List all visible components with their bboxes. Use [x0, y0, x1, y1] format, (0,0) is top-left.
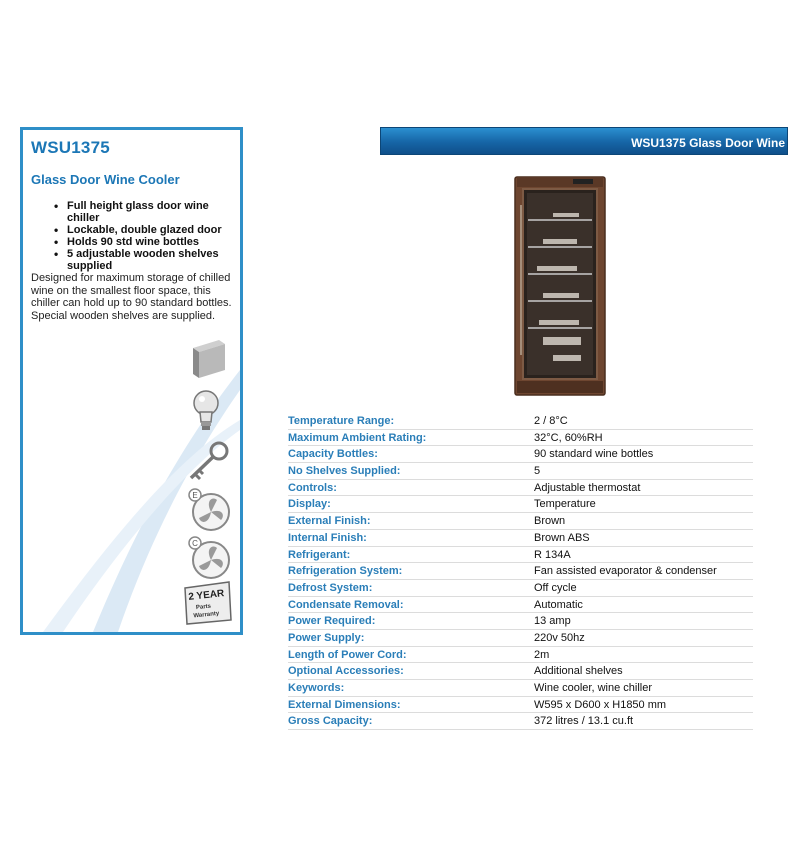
spec-value: Fan assisted evaporator & condenser [534, 565, 717, 578]
spec-row [288, 563, 753, 580]
feature-item: • 5 adjustable wooden shelves supplied [53, 248, 228, 272]
spec-label: Temperature Range: [288, 415, 395, 427]
product-info-panel [20, 127, 243, 635]
title-bar-text: WSU1375 Glass Door Wine [631, 136, 785, 150]
spec-label: Defrost System: [288, 581, 373, 594]
spec-label: Keywords: [288, 682, 345, 694]
spec-row [288, 480, 753, 497]
fan-icon [187, 488, 231, 532]
spec-value: 2 / 8°C [534, 415, 568, 427]
spec-row [288, 647, 753, 664]
warranty-badge-icon [181, 580, 233, 626]
spec-label: Capacity Bottles: [288, 448, 378, 461]
spec-row [288, 530, 753, 547]
product-description: Designed for maximum storage of chilled wine on the smallest floor space, this chiller can hold up to 90 standard bottles. Special wooden shelves are supplied. [31, 272, 232, 322]
spec-row [288, 547, 753, 564]
spec-label: No Shelves Supplied: [288, 465, 401, 478]
spec-value: Brown [534, 515, 566, 528]
spec-row [288, 430, 753, 447]
spec-row [288, 613, 753, 630]
spec-value: 2m [534, 648, 550, 661]
spec-label: Maximum Ambient Rating: [288, 431, 427, 444]
feature-item: • Lockable, double glazed door [53, 224, 228, 236]
spec-value: 220v 50hz [534, 631, 585, 644]
spec-value: Automatic [534, 598, 583, 611]
fan-icon [187, 536, 231, 580]
spec-label: Power Required: [288, 615, 376, 628]
light-bulb-icon [191, 388, 223, 436]
spec-label: External Dimensions: [288, 698, 401, 711]
spec-label: External Finish: [288, 515, 371, 528]
key-icon [185, 440, 233, 484]
warranty-line2: Warranty [193, 610, 220, 620]
spec-row [288, 496, 753, 513]
spec-value: Temperature [534, 498, 596, 511]
product-subtitle: Glass Door Wine Cooler [31, 172, 180, 187]
spec-row [288, 597, 753, 614]
feature-item: • Holds 90 std wine bottles [53, 236, 228, 248]
specifications-table [288, 413, 753, 730]
spec-label: Optional Accessories: [288, 665, 404, 678]
spec-row [288, 697, 753, 714]
spec-row [288, 580, 753, 597]
product-title-bar [380, 127, 788, 155]
spec-value: Wine cooler, wine chiller [534, 682, 652, 694]
spec-row [288, 463, 753, 480]
warranty-years: 2 YEAR [187, 588, 225, 603]
spec-row [288, 446, 753, 463]
spec-row [288, 680, 753, 697]
spec-label: Display: [288, 498, 331, 511]
glass-door-icon [189, 338, 229, 380]
spec-value: 32°C, 60%RH [534, 431, 603, 444]
spec-label: Condensate Removal: [288, 598, 404, 611]
spec-value: 13 amp [534, 615, 571, 628]
spec-row [288, 413, 753, 430]
spec-value: Brown ABS [534, 531, 590, 544]
spec-value: Adjustable thermostat [534, 481, 641, 494]
svg-text:E: E [192, 491, 198, 500]
product-code: WSU1375 [31, 138, 110, 157]
spec-row [288, 713, 753, 730]
spec-label: Refrigerant: [288, 548, 351, 561]
spec-value: 90 standard wine bottles [534, 448, 654, 461]
spec-label: Power Supply: [288, 631, 365, 644]
spec-value: Additional shelves [534, 665, 623, 678]
spec-value: 372 litres / 13.1 cu.ft [534, 715, 634, 728]
spec-row [288, 630, 753, 647]
spec-value: W595 x D600 x H1850 mm [534, 698, 667, 711]
spec-label: Refrigeration System: [288, 565, 403, 578]
spec-value: Off cycle [534, 581, 577, 594]
spec-label: Gross Capacity: [288, 715, 373, 728]
spec-value: R 134A [534, 548, 571, 561]
wine-cooler-image [513, 175, 607, 397]
feature-list [53, 200, 228, 272]
spec-label: Length of Power Cord: [288, 648, 407, 661]
svg-text:C: C [192, 539, 198, 548]
spec-label: Controls: [288, 481, 337, 494]
spec-row [288, 513, 753, 530]
feature-item: • Full height glass door wine chiller [53, 200, 228, 224]
spec-value: 5 [534, 465, 541, 478]
spec-row [288, 663, 753, 680]
warranty-line1: Parts [195, 603, 212, 612]
spec-label: Internal Finish: [288, 531, 367, 544]
